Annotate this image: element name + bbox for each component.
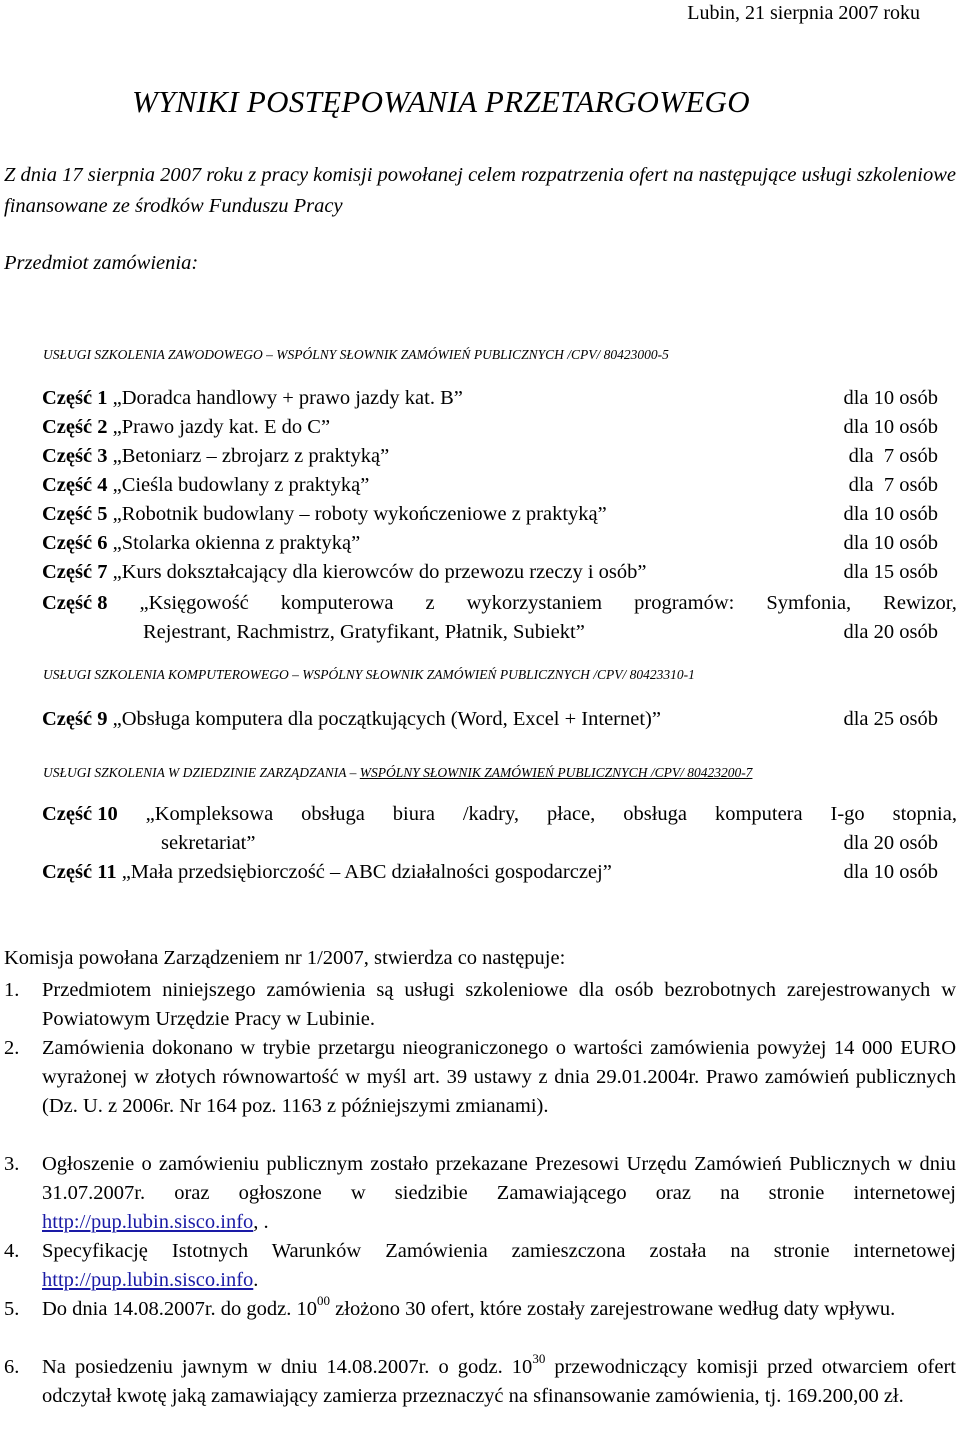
- part-title: sekretariat”: [161, 832, 256, 854]
- finding-item: [4, 1353, 956, 1411]
- part-label: Część 7: [42, 561, 108, 583]
- finding-item: [4, 1034, 956, 1121]
- part-label: Część 6: [42, 532, 108, 554]
- part-label: Część 4: [42, 474, 108, 496]
- part-count: dla 7 osób: [848, 445, 938, 467]
- part-row-continuation: [143, 618, 938, 647]
- part-title: „Prawo jazdy kat. E do C”: [107, 416, 331, 438]
- commission-statement: Komisja powołana Zarządzeniem nr 1/2007, stwierdza co następuje:: [4, 947, 566, 969]
- intro-paragraph: Z dnia 17 sierpnia 2007 roku z pracy komisji powołanej celem rozpatrzenia ofert na następujące usługi szkoleniowe finansowane ze środków Funduszu Pracy: [4, 164, 956, 217]
- part-count: dla 15 osób: [843, 561, 938, 583]
- finding-number: 6.: [4, 1356, 20, 1378]
- part-count: dla 10 osób: [843, 532, 938, 554]
- category-heading-computer: USŁUGI SZKOLENIA KOMPUTEROWEGO – WSPÓLNY SŁOWNIK ZAMÓWIEŃ PUBLICZNYCH /CPV/ 80423310-1: [43, 667, 695, 682]
- part-row: [42, 413, 938, 442]
- website-link[interactable]: http://pup.lubin.sisco.info: [42, 1211, 254, 1233]
- subject-label: Przedmiot zamówienia:: [4, 252, 199, 274]
- finding-item: [4, 1150, 956, 1237]
- part-label: Część 11: [42, 861, 117, 883]
- part-title: „Kurs dokształcający dla kierowców do przewozu rzeczy i osób”: [107, 561, 647, 583]
- finding-number: 3.: [4, 1153, 20, 1175]
- part-count: dla 20 osób: [843, 832, 938, 854]
- part-count: dla 7 osób: [848, 474, 938, 496]
- finding-text: Zamówienia dokonano w trybie przetargu nieograniczonego o wartości zamówienia powyżej 14 000 EURO wyrażonej w złotych równowartość w myśl art. 39 ustawy z dnia 29.01.2004r. Prawo zamówień publicznych (Dz. U. z 2006r. Nr 164 poz. 1163 z późniejszymi zmianami).: [42, 1037, 956, 1117]
- category-heading-vocational: USŁUGI SZKOLENIA ZAWODOWEGO – WSPÓLNY SŁOWNIK ZAMÓWIEŃ PUBLICZNYCH /CPV/ 80423000-5: [43, 347, 669, 362]
- part-row: Część 10 „Kompleksowa obsługa biura /kadry, płace, obsługa komputera I-go stopnia,: [42, 800, 957, 829]
- document-title: WYNIKI POSTĘPOWANIA PRZETARGOWEGO: [132, 84, 750, 119]
- part-title: „Betoniarz – zbrojarz z praktyką”: [107, 445, 390, 467]
- website-link[interactable]: http://pup.lubin.sisco.info: [42, 1269, 254, 1291]
- part-row: [42, 705, 938, 734]
- document-date: Lubin, 21 sierpnia 2007 roku: [687, 2, 920, 24]
- part-row: [42, 442, 938, 471]
- part-row: Część 8 „Księgowość komputerowa z wykorzystaniem programów: Symfonia, Rewizor,: [42, 589, 957, 618]
- part-row: [42, 471, 938, 500]
- part-label: Część 1: [42, 387, 108, 409]
- part-title: Rejestrant, Rachmistrz, Gratyfikant, Płatnik, Subiekt”: [143, 621, 585, 643]
- part-count: dla 25 osób: [843, 708, 938, 730]
- part-title: „Robotnik budowlany – roboty wykończeniowe z praktyką”: [107, 503, 607, 525]
- part-label: Część 5: [42, 503, 108, 525]
- part-count: dla 10 osób: [843, 503, 938, 525]
- part-row-count: [161, 829, 938, 858]
- finding-text: Do dnia 14.08.2007r. do godz. $10^{00}$ złożono 30 ofert, które zostały zarejestrowane według daty wpływu.: [42, 1293, 896, 1320]
- part-count: dla 10 osób: [843, 387, 938, 409]
- part-label: Część 3: [42, 445, 108, 467]
- part-count: dla 10 osób: [843, 416, 938, 438]
- part-row: [42, 500, 938, 529]
- part-label: Część 2: [42, 416, 108, 438]
- part-title: „Obsługa komputera dla początkujących (Word, Excel + Internet)”: [107, 708, 661, 730]
- finding-number: 4.: [4, 1240, 20, 1262]
- part-count: dla 20 osób: [843, 621, 938, 643]
- finding-item: [4, 976, 956, 1034]
- finding-text: Ogłoszenie o zamówieniu publicznym zostało przekazane Prezesowi Urzędu Zamówień Publicznych w dniu 31.07.2007r. oraz ogłoszone w siedzibie Zamawiającego oraz na stronie internetowej http://pup.lubin.sisco.info, .: [42, 1153, 956, 1233]
- part-row: [42, 858, 938, 887]
- part-count: dla 10 osób: [843, 861, 938, 883]
- finding-text: Przedmiotem niniejszego zamówienia są usługi szkoleniowe dla osób bezrobotnych zarejestrowanych w Powiatowym Urzędzie Pracy w Lubinie.: [42, 979, 956, 1030]
- part-label: Część 10: [42, 803, 118, 825]
- finding-text: Specyfikację Istotnych Warunków Zamówienia zamieszczona została na stronie internetowej http://pup.lubin.sisco.info.: [42, 1240, 956, 1291]
- part-title: „Mała przedsiębiorczość – ABC działalności gospodarczej”: [116, 861, 612, 883]
- part-row: [42, 384, 938, 413]
- part-row: [42, 558, 938, 587]
- category-heading-management: USŁUGI SZKOLENIA W DZIEDZINIE ZARZĄDZANIA – WSPÓLNY SŁOWNIK ZAMÓWIEŃ PUBLICZNYCH /CPV/ 80423200-7: [43, 765, 753, 780]
- finding-number: 5.: [4, 1298, 20, 1320]
- finding-text: Na posiedzeniu jawnym w dniu 14.08.2007r. o godz. $10^{30}$ przewodniczący komisji przed otwarciem ofert odczytał kwotę jaką zamawiający zamierza przeznaczyć na sfinansowanie zamówienia, tj. 169.200,00 zł.: [42, 1351, 956, 1407]
- finding-item: [4, 1237, 956, 1295]
- finding-number: 2.: [4, 1037, 20, 1059]
- part-title: „Cieśla budowlany z praktyką”: [107, 474, 370, 496]
- part-label: Część 8: [42, 592, 108, 614]
- part-title: „Stolarka okienna z praktyką”: [107, 532, 361, 554]
- part-label: Część 9: [42, 708, 108, 730]
- part-row: [42, 529, 938, 558]
- finding-item: [4, 1295, 956, 1324]
- finding-number: 1.: [4, 979, 20, 1001]
- part-title: „Doradca handlowy + prawo jazdy kat. B”: [107, 387, 463, 409]
